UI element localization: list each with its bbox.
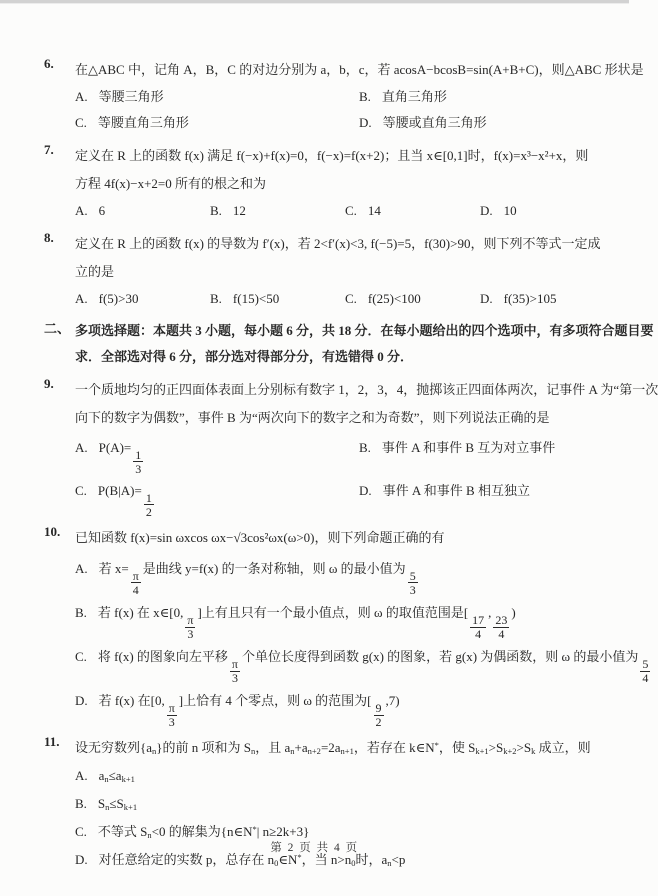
page-footer: 第 2 页 共 4 页 — [270, 842, 359, 854]
option-text: 等腰三角形 — [98, 89, 164, 104]
section-2-header — [44, 318, 654, 370]
q7-option-d — [480, 198, 603, 224]
section-line: 求．全部选对得 6 分，部分选对得部分分，有选错得 0 分． — [75, 349, 414, 364]
question-8-stem — [75, 230, 603, 286]
q6-option-c — [75, 110, 359, 136]
question-9-stem — [75, 376, 658, 432]
option-text: 将 f(x) 的图象向左平移 $\frac{\pi}{3}$ 个单位长度得到函数 g(x) 的图象，若 g(x) 为偶函数，则 ω 的最小值为 $\frac{5}{4}$ — [97, 649, 649, 686]
question-9-options — [75, 432, 603, 518]
question-10-options — [75, 552, 649, 730]
option-text: 14 — [367, 203, 381, 218]
option-text: 若 x= $\frac{\pi}{4}$ 是曲线 y=f(x) 的一条对称轴，则 ω 的最小值为 $\frac{5}{3}$ — [98, 561, 416, 597]
question-8 — [44, 230, 603, 312]
q10-option-d — [75, 684, 603, 728]
question-7-options — [75, 198, 603, 224]
option-text: f(35)>105 — [503, 291, 557, 306]
q10-option-c — [75, 640, 649, 686]
option-text: f(15)<50 — [232, 291, 280, 306]
q11-option-b — [75, 790, 603, 818]
q10-option-a — [75, 552, 603, 596]
option-text: 等腰直角三角形 — [97, 115, 189, 130]
option-label: B. — [75, 605, 87, 621]
question-11-options — [75, 762, 603, 874]
option-label: B. — [75, 796, 87, 812]
question-10 — [44, 524, 649, 730]
q7-option-c — [345, 198, 480, 224]
option-text: $S_n\le S_{k+1}$ — [97, 796, 138, 813]
stem-line: 一个质地均匀的正四面体表面上分别标有数字 1，2，3，4，抛掷该正四面体两次，记事件 A 为“第一次 — [75, 382, 658, 397]
q9-option-b — [359, 432, 603, 475]
q8-option-a — [75, 286, 210, 312]
option-label: B. — [359, 89, 371, 104]
option-text: 若 f(x) 在[0, $\frac{\pi}{3}$ ]上恰有 4 个零点，则 ω 的范围为[ $\frac{9}{2}$ ,7) — [98, 693, 400, 730]
q10-option-b — [75, 596, 603, 640]
q7-option-b — [210, 198, 345, 224]
option-label: A. — [75, 291, 88, 306]
q9-option-c — [75, 475, 359, 518]
option-text: 10 — [503, 203, 517, 218]
option-label: A. — [75, 89, 88, 104]
section-line: 多项选择题：本题共 3 小题，每小题 6 分，共 18 分．在每小题给出的四个选项中，有多项符合题目要 — [75, 323, 654, 338]
option-text: 对任意给定的实数 p，总存在 $n_0\in N^*$，当 $n>n_0$时，$a_n<p$ — [98, 852, 406, 869]
q9-option-d — [359, 475, 603, 518]
option-text: 事件 A 和事件 B 互为对立事件 — [381, 440, 556, 455]
option-text: f(5)>30 — [98, 291, 139, 306]
option-label: A. — [75, 440, 88, 455]
option-label: C. — [75, 824, 87, 840]
stem-line: 设无穷数列$\{a_n\}$的前 n 项和为 $S_n$，且 $a_n+a_{n+2}=2a_{n+1}$，若存在 k∈N*，使 $S_{k+1}>S_{k+2}>S_k$ 成立，则 — [75, 740, 591, 757]
option-label: B. — [210, 203, 222, 218]
option-label: A. — [75, 768, 88, 784]
q8-option-d — [480, 286, 603, 312]
option-label: A. — [75, 203, 88, 218]
stem-line: 方程 4f(x)−x+2=0 所有的根之和为 — [75, 176, 266, 191]
option-label: C. — [75, 115, 87, 130]
option-text: 若 f(x) 在 x∈[0, $\frac{\pi}{3}$ ]上有且只有一个最小值点，则 ω 的取值范围是[ $\frac{17}{4}$ , $\frac{23}{4}$ ) — [97, 605, 516, 642]
question-11-number: 11. — [44, 734, 60, 750]
option-text: P(A)= $\frac{1}{3}$ — [98, 440, 142, 476]
question-6-stem — [75, 56, 644, 84]
question-7-number: 7. — [44, 142, 54, 157]
question-9-number: 9. — [44, 376, 54, 391]
question-9 — [44, 376, 658, 519]
page-content — [0, 4, 658, 874]
question-8-number: 8. — [44, 230, 54, 245]
q6-option-b — [359, 84, 603, 110]
option-label: C. — [75, 649, 87, 665]
q8-option-c — [345, 286, 480, 312]
option-text: 直角三角形 — [381, 89, 447, 104]
option-label: A. — [75, 561, 88, 577]
option-label: C. — [345, 203, 357, 218]
option-label: C. — [75, 483, 87, 499]
option-label: D. — [480, 203, 493, 218]
question-6 — [44, 56, 644, 136]
option-label: D. — [359, 483, 372, 499]
option-text: $a_n\le a_{k+1}$ — [98, 768, 135, 785]
section-2-number: 二、 — [44, 321, 71, 336]
q6-option-a — [75, 84, 359, 110]
stem-line: 在△ABC 中，记角 A，B，C 的对边分别为 a，b，c，若 acosA−bcosB=sin(A+B+C)，则△ABC 形状是 — [75, 62, 644, 77]
option-label: D. — [359, 115, 372, 130]
stem-line: 定义在 R 上的函数 f(x) 满足 f(−x)+f(x)=0，f(−x)=f(x+2)；且当 x∈[0,1]时，f(x)=x³−x²+x，则 — [75, 148, 589, 163]
option-label: B. — [210, 291, 222, 306]
question-7 — [44, 142, 603, 224]
option-text: 12 — [232, 203, 246, 218]
option-text: 事件 A 和事件 B 相互独立 — [382, 483, 530, 499]
question-8-options — [75, 286, 603, 312]
stem-line: 向下的数字为偶数”，事件 B 为“两次向下的数字之和为奇数”，则下列说法正确的是 — [75, 410, 550, 425]
question-6-number: 6. — [44, 56, 54, 71]
option-text: f(25)<100 — [367, 291, 421, 306]
stem-line: 定义在 R 上的函数 f(x) 的导数为 f′(x)，若 2<f′(x)<3, f(−5)=5，f(30)>90，则下列不等式一定成 — [75, 236, 601, 251]
stem-line: 立的是 — [75, 264, 115, 279]
question-7-stem — [75, 142, 603, 198]
section-2-text — [75, 318, 654, 370]
option-text: 6 — [98, 203, 106, 218]
q7-option-a — [75, 198, 210, 224]
option-label: B. — [359, 440, 371, 455]
q11-option-a — [75, 762, 603, 790]
question-6-options — [75, 84, 603, 136]
option-text: P(B|A)= $\frac{1}{2}$ — [97, 483, 152, 519]
q8-option-b — [210, 286, 345, 312]
question-11-stem — [75, 734, 603, 762]
option-label: D. — [75, 693, 88, 709]
option-label: D. — [480, 291, 493, 306]
option-text: 等腰或直角三角形 — [382, 115, 487, 130]
q6-option-d — [359, 110, 603, 136]
question-10-number: 10. — [44, 524, 61, 540]
option-label: D. — [75, 852, 88, 868]
stem-line: 已知函数 f(x)=sin ωxcos ωx−√3cos²ωx(ω>0)，则下列命题正确的有 — [75, 530, 445, 546]
option-label: C. — [345, 291, 357, 306]
q9-option-a — [75, 432, 359, 475]
question-10-stem — [75, 524, 603, 552]
option-text: 不等式 $S_n<0$ 的解集为{n∈N*| n≥2k+3} — [97, 824, 310, 841]
